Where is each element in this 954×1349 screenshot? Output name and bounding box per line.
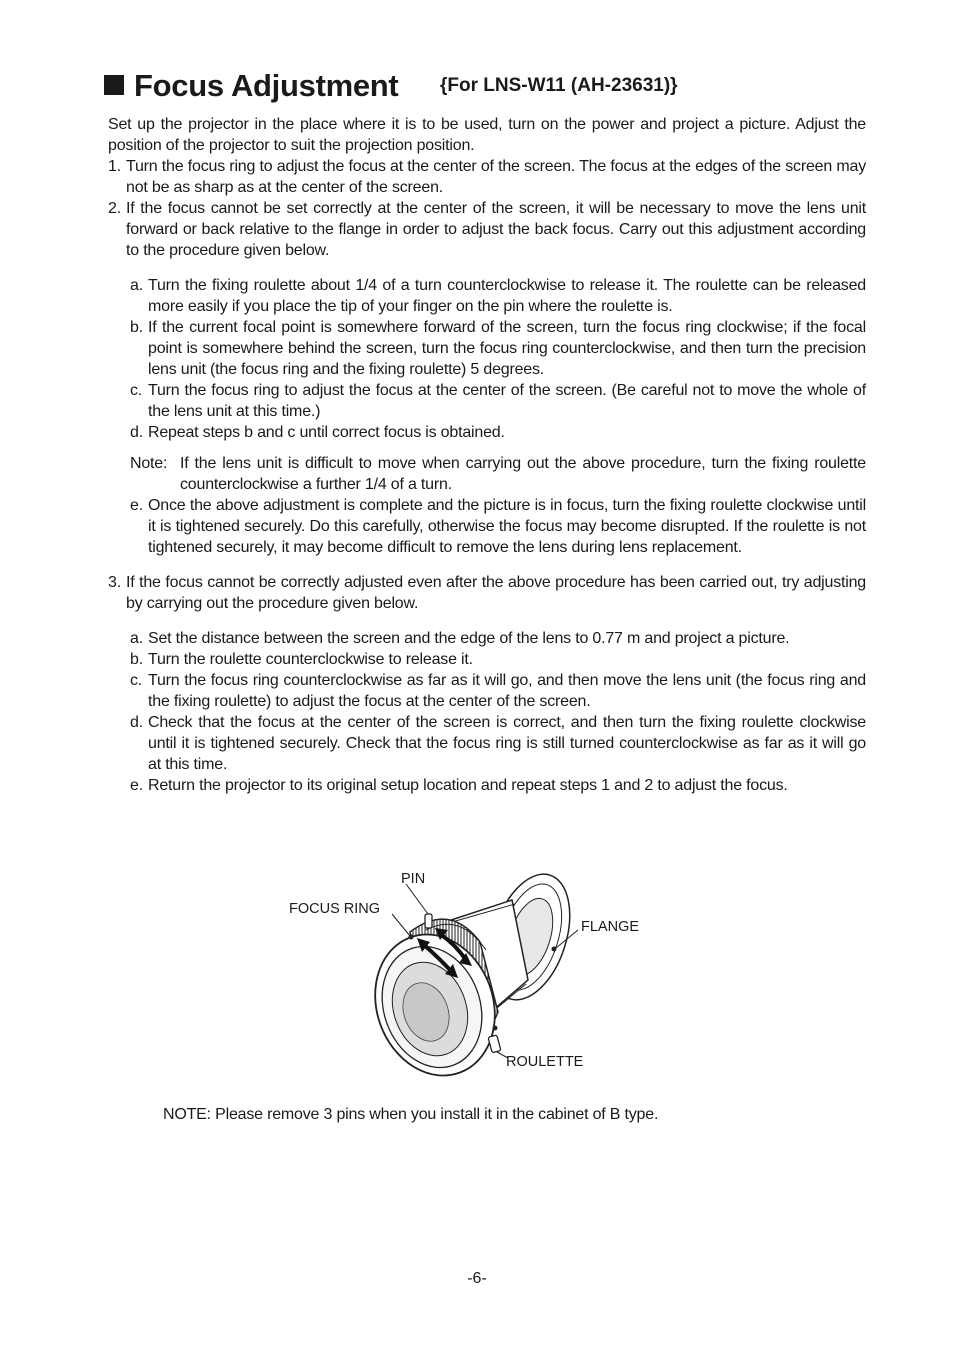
- substep-text: Check that the focus at the center of the screen is correct, and then turn the fixing roulette clockwise until it is tightened securely. Check that the focus ring is still turned counterclockwise as far as it will go at this time.: [148, 714, 866, 773]
- substep-text: Repeat steps b and c until correct focus is obtained.: [148, 424, 505, 441]
- step-3c: [130, 670, 866, 712]
- substep-text: Turn the focus ring counterclockwise as far as it will go, and then move the lens unit (the focus ring and the fixing roulette) to adjust the focus at the center of the screen.: [148, 672, 866, 710]
- bullet-square-icon: [104, 75, 124, 95]
- substep-label: a.: [130, 630, 143, 647]
- substep-label: b.: [130, 651, 143, 668]
- model-subtitle: {For LNS-W11 (AH-23631)}: [440, 75, 678, 96]
- step-2: [108, 198, 866, 261]
- page-title: Focus Adjustment: [134, 68, 399, 103]
- lens-illustration: [280, 862, 670, 1087]
- roulette-label: ROULETTE: [506, 1054, 584, 1070]
- step-3b: [130, 649, 866, 670]
- step-2-note: [130, 453, 866, 495]
- pin-label: PIN: [401, 871, 426, 887]
- substep-label: b.: [130, 319, 143, 336]
- step-label: 3.: [108, 574, 121, 591]
- step-3a: [130, 628, 866, 649]
- substep-label: c.: [130, 382, 143, 399]
- figure-note: NOTE: Please remove 3 pins when you install it in the cabinet of B type.: [163, 1106, 659, 1123]
- step-2e: [130, 495, 866, 558]
- substep-label: e.: [130, 777, 143, 794]
- substep-label: d.: [130, 424, 143, 441]
- substep-text: Return the projector to its original setup location and repeat steps 1 and 2 to adjust the focus.: [148, 777, 788, 794]
- pin-shape: [406, 884, 432, 928]
- focus-ring-leader: [392, 914, 410, 936]
- page-number: -6-: [467, 1270, 487, 1287]
- focus-ring-label: FOCUS RING: [289, 901, 381, 917]
- step-3e: [130, 775, 866, 796]
- step-text: Turn the focus ring to adjust the focus at the center of the screen. The focus at the edges of the screen may not be as sharp as at the center of the screen.: [126, 158, 866, 196]
- intro-paragraph: Set up the projector in the place where it is to be used, turn on the power and project a picture. Adjust the position of the projector to suit the projection position.: [108, 116, 866, 154]
- instructions-body: [108, 114, 866, 796]
- lens-diagram: [280, 862, 670, 1087]
- flange-label: FLANGE: [581, 919, 640, 935]
- substep-text: Set the distance between the screen and the edge of the lens to 0.77 m and project a picture.: [148, 630, 790, 647]
- note-label: Note:: [130, 455, 168, 472]
- substep-text: If the current focal point is somewhere forward of the screen, turn the focus ring clockwise; if the focal point is somewhere behind the screen, turn the focus ring counterclockwise, and then turn the precision lens unit (the focus ring and the fixing roulette) 5 degrees.: [148, 319, 866, 378]
- substep-label: a.: [130, 277, 143, 294]
- step-label: 1.: [108, 158, 121, 175]
- substep-label: e.: [130, 497, 143, 514]
- step-2c: [130, 380, 866, 422]
- substep-label: c.: [130, 672, 143, 689]
- substep-text: Once the above adjustment is complete and the picture is in focus, turn the fixing roulette clockwise until it is tightened securely. Do this carefully, otherwise the focus may become disrupted. If the roulette is not tightened securely, it may become difficult to remove the lens during lens replacement.: [148, 497, 866, 556]
- step-2a: [130, 275, 866, 317]
- substep-text: Turn the fixing roulette about 1/4 of a turn counterclockwise to release it. The roulette can be released more easily if you place the tip of your finger on the pin where the roulette is.: [148, 277, 866, 315]
- step-2d: [130, 422, 866, 443]
- substep-text: Turn the roulette counterclockwise to release it.: [148, 651, 473, 668]
- step-text: If the focus cannot be set correctly at the center of the screen, it will be necessary to move the lens unit forward or back relative to the flange in order to adjust the back focus. Carry out this adjustment according to the procedure given below.: [126, 200, 866, 259]
- step-1: [108, 156, 866, 198]
- substep-label: d.: [130, 714, 143, 731]
- step-text: If the focus cannot be correctly adjusted even after the above procedure has been carried out, try adjusting by carrying out the procedure given below.: [126, 574, 866, 612]
- step-2b: [130, 317, 866, 380]
- note-text: If the lens unit is difficult to move when carrying out the above procedure, turn the fixing roulette counterclockwise a further 1/4 of a turn.: [180, 455, 866, 493]
- title-row: [104, 66, 884, 106]
- substep-text: Turn the focus ring to adjust the focus at the center of the screen. (Be careful not to move the whole of the lens unit at this time.): [148, 382, 866, 420]
- step-3: [108, 572, 866, 614]
- step-label: 2.: [108, 200, 121, 217]
- step-3d: [130, 712, 866, 775]
